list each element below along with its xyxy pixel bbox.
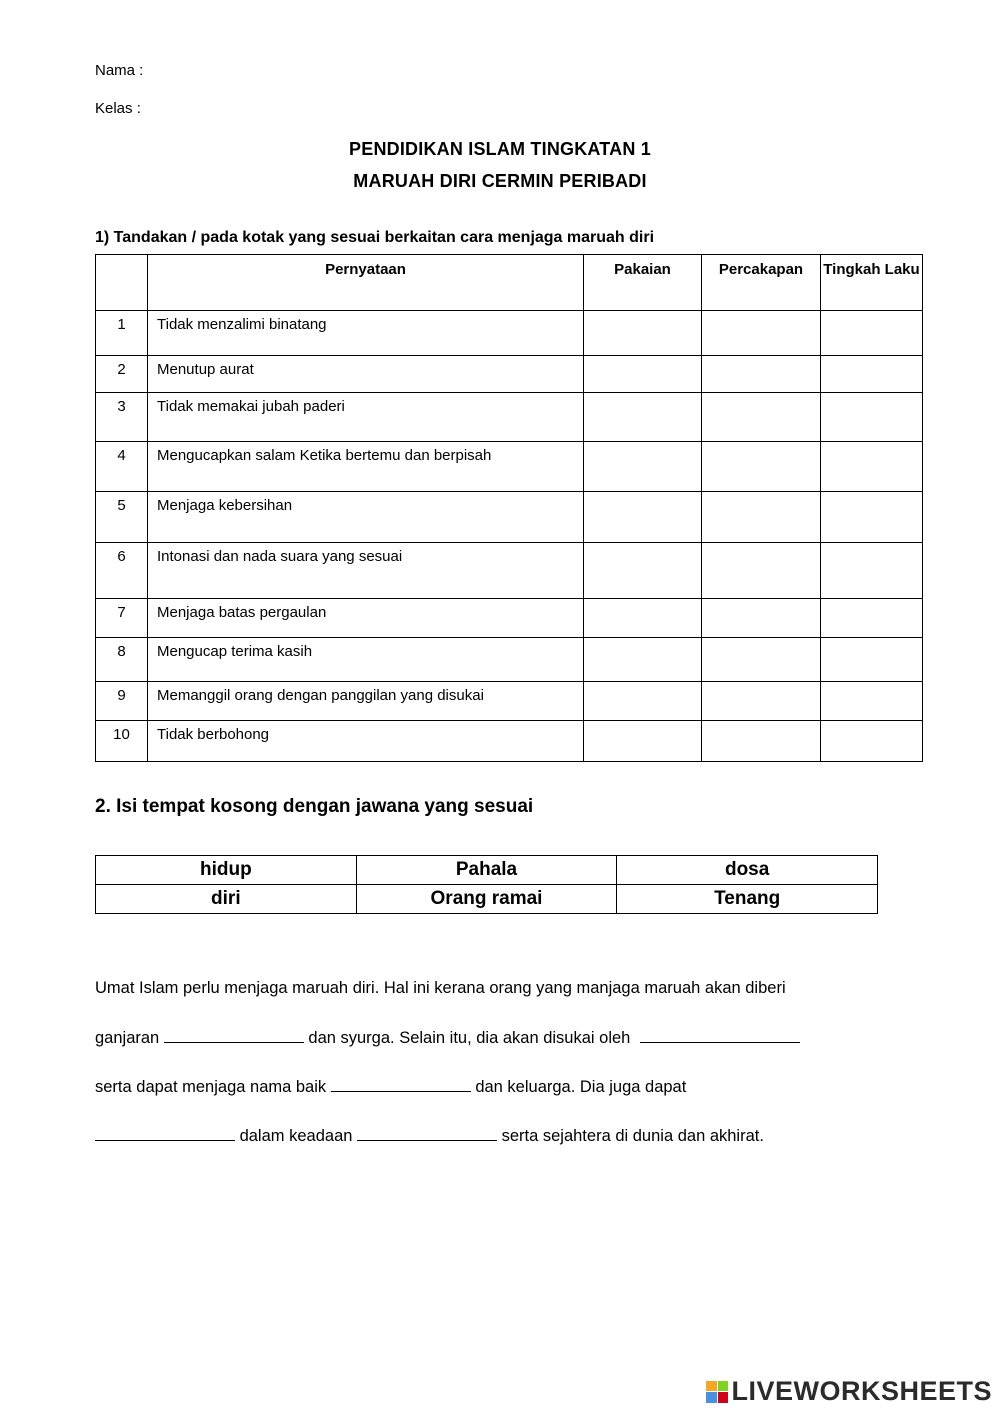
col-header-tingkah-laku: Tingkah Laku [821, 255, 923, 311]
row-statement: Tidak berbohong [148, 721, 584, 762]
row-number: 9 [96, 682, 148, 721]
tick-box-pakaian[interactable] [584, 638, 702, 682]
row-statement: Menjaga batas pergaulan [148, 599, 584, 638]
tick-box-percakapan[interactable] [702, 721, 821, 762]
logo-square [718, 1381, 729, 1392]
paragraph-line-1 [95, 979, 786, 998]
row-number: 10 [96, 721, 148, 762]
paragraph-text: serta dapat menjaga nama baik [95, 1078, 331, 1096]
table-row [96, 721, 923, 762]
word-bank-row [96, 856, 878, 885]
tick-box-tingkah-laku[interactable] [821, 393, 923, 442]
tick-box-pakaian[interactable] [584, 442, 702, 492]
page-subtitle: MARUAH DIRI CERMIN PERIBADI [353, 171, 647, 191]
col-header-pernyataan: Pernyataan [148, 255, 584, 311]
paragraph-text: serta sejahtera di dunia dan akhirat. [497, 1127, 764, 1145]
table-row [96, 311, 923, 356]
row-number: 7 [96, 599, 148, 638]
paragraph-text: dan syurga. Selain itu, dia akan disukai oleh [303, 1029, 640, 1047]
tick-box-pakaian[interactable] [584, 492, 702, 543]
row-number: 8 [96, 638, 148, 682]
row-statement: Tidak menzalimi binatang [148, 311, 584, 356]
tick-box-pakaian[interactable] [584, 543, 702, 599]
tick-box-percakapan[interactable] [702, 543, 821, 599]
tick-box-percakapan[interactable] [702, 356, 821, 393]
tick-box-pakaian[interactable] [584, 393, 702, 442]
liveworksheets-logo [706, 1376, 992, 1407]
row-statement: Menutup aurat [148, 356, 584, 393]
row-number: 2 [96, 356, 148, 393]
logo-icon [706, 1381, 728, 1403]
logo-square [706, 1392, 717, 1403]
tick-box-pakaian[interactable] [584, 599, 702, 638]
answer-blank-4[interactable] [95, 1126, 235, 1141]
row-number: 6 [96, 543, 148, 599]
tick-table [95, 254, 923, 762]
col-header-percakapan: Percakapan [702, 255, 821, 311]
word-bank-item: Tenang [617, 885, 878, 914]
tick-box-tingkah-laku[interactable] [821, 492, 923, 543]
answer-blank-1[interactable] [164, 1028, 304, 1043]
word-bank-row [96, 885, 878, 914]
tick-box-tingkah-laku[interactable] [821, 543, 923, 599]
paragraph-line-3 [95, 1077, 686, 1097]
tick-box-tingkah-laku[interactable] [821, 442, 923, 492]
kelas-label: Kelas : [95, 100, 141, 117]
table-row [96, 599, 923, 638]
row-number: 4 [96, 442, 148, 492]
row-statement: Intonasi dan nada suara yang sesuai [148, 543, 584, 599]
table-row [96, 356, 923, 393]
tick-box-pakaian[interactable] [584, 311, 702, 356]
tick-box-tingkah-laku[interactable] [821, 356, 923, 393]
answer-blank-5[interactable] [357, 1126, 497, 1141]
table-row [96, 393, 923, 442]
row-statement: Tidak memakai jubah paderi [148, 393, 584, 442]
tick-box-percakapan[interactable] [702, 492, 821, 543]
tick-box-percakapan[interactable] [702, 638, 821, 682]
table-row [96, 543, 923, 599]
answer-blank-2[interactable] [640, 1028, 800, 1043]
paragraph-text: dalam keadaan [235, 1127, 358, 1145]
col-header-no [96, 255, 148, 311]
paragraph-text: ganjaran [95, 1029, 164, 1047]
row-number: 3 [96, 393, 148, 442]
tick-box-tingkah-laku[interactable] [821, 311, 923, 356]
section1-instruction: 1) Tandakan / pada kotak yang sesuai berkaitan cara menjaga maruah diri [95, 229, 655, 246]
tick-box-tingkah-laku[interactable] [821, 638, 923, 682]
paragraph-text: dan keluarga. Dia juga dapat [470, 1078, 687, 1096]
word-bank-item: diri [96, 885, 357, 914]
tick-box-percakapan[interactable] [702, 393, 821, 442]
tick-box-percakapan[interactable] [702, 311, 821, 356]
nama-label: Nama : [95, 62, 144, 79]
word-bank-item: Pahala [356, 856, 617, 885]
answer-blank-3[interactable] [331, 1077, 471, 1092]
row-statement: Memanggil orang dengan panggilan yang disukai [148, 682, 584, 721]
table-header-row [96, 255, 923, 311]
tick-box-tingkah-laku[interactable] [821, 721, 923, 762]
row-statement: Menjaga kebersihan [148, 492, 584, 543]
table-row [96, 682, 923, 721]
word-bank-item: dosa [617, 856, 878, 885]
logo-square [718, 1392, 729, 1403]
tick-box-tingkah-laku[interactable] [821, 682, 923, 721]
logo-square [706, 1381, 717, 1392]
word-bank-item: Orang ramai [356, 885, 617, 914]
word-bank-table [95, 855, 878, 914]
paragraph-text: Umat Islam perlu menjaga maruah diri. Hal ini kerana orang yang manjaga maruah akan diberi [95, 979, 786, 997]
tick-box-percakapan[interactable] [702, 442, 821, 492]
table-row [96, 442, 923, 492]
paragraph-line-2 [95, 1028, 800, 1048]
row-statement: Mengucapkan salam Ketika bertemu dan berpisah [148, 442, 584, 492]
tick-box-pakaian[interactable] [584, 356, 702, 393]
paragraph-line-4 [95, 1126, 764, 1146]
word-bank-item: hidup [96, 856, 357, 885]
row-number: 1 [96, 311, 148, 356]
page-title: PENDIDIKAN ISLAM TINGKATAN 1 [349, 139, 651, 159]
tick-box-pakaian[interactable] [584, 721, 702, 762]
col-header-pakaian: Pakaian [584, 255, 702, 311]
section2-instruction: 2. Isi tempat kosong dengan jawana yang sesuai [95, 796, 534, 817]
table-row [96, 492, 923, 543]
row-statement: Mengucap terima kasih [148, 638, 584, 682]
table-row [96, 638, 923, 682]
logo-text: LIVEWORKSHEETS [731, 1376, 992, 1406]
tick-box-pakaian[interactable] [584, 682, 702, 721]
tick-box-tingkah-laku[interactable] [821, 599, 923, 638]
row-number: 5 [96, 492, 148, 543]
tick-box-percakapan[interactable] [702, 599, 821, 638]
tick-box-percakapan[interactable] [702, 682, 821, 721]
